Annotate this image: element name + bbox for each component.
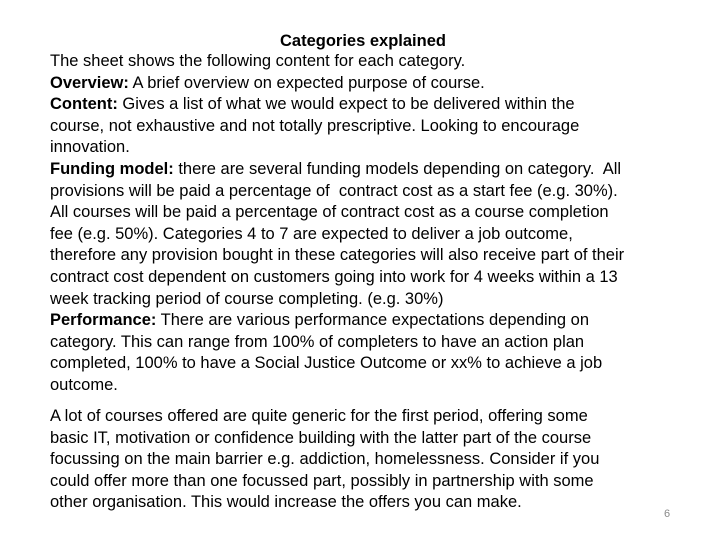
line-text: contract cost dependent on customers going into work for 4 weeks within a 13	[50, 267, 618, 286]
text-line	[50, 332, 624, 354]
line-text: there are several funding models depending on category. All	[173, 159, 622, 178]
section-label: Performance:	[50, 311, 157, 330]
text-line	[50, 267, 624, 289]
line-text: week tracking period of course completing. (e.g. 30%)	[50, 289, 444, 308]
text-line: other organisation. This would increase the offers you can make.	[50, 493, 522, 512]
line-text: innovation.	[50, 138, 130, 157]
text-line: A lot of courses offered are quite generic for the first period, offering some	[50, 407, 588, 425]
text-line: focussing on the main barrier e.g. addiction, homelessness. Consider if you	[50, 450, 600, 469]
text-line	[50, 353, 624, 375]
text-line	[50, 245, 624, 267]
line-text: A brief overview on expected purpose of course.	[128, 73, 485, 92]
text-line	[50, 181, 624, 203]
line-text: outcome.	[50, 375, 118, 394]
line-text: All courses will be paid a percentage of contract cost as a course completion	[50, 203, 609, 222]
line-text: course, not exhaustive and not totally prescriptive. Looking to encourage	[50, 116, 580, 135]
courses-advice-paragraph	[50, 406, 599, 514]
text-line	[50, 137, 624, 159]
line-text: fee (e.g. 50%). Categories 4 to 7 are expected to deliver a job outcome,	[50, 224, 573, 243]
categories-description	[50, 51, 624, 397]
text-line	[50, 202, 624, 224]
section-label: Overview:	[50, 73, 129, 92]
line-text: There are various performance expectations depending on	[156, 311, 590, 330]
text-line	[50, 51, 624, 73]
page-number: 6	[664, 508, 671, 520]
line-text: category. This can range from 100% of completers to have an action plan	[50, 332, 585, 351]
text-line: basic IT, motivation or confidence building with the latter part of the course	[50, 428, 592, 447]
text-line: could offer more than one focussed part, possibly in partnership with some	[50, 471, 594, 490]
section-label: Content:	[50, 95, 118, 114]
line-text: Gives a list of what we would expect to be delivered within the	[117, 95, 575, 114]
text-line	[50, 289, 624, 311]
line-text: therefore any provision bought in these categories will also receive part of their	[50, 246, 625, 265]
line-text: The sheet shows the following content for each category.	[50, 52, 466, 70]
text-line	[50, 159, 624, 181]
page-title: Categories explained	[280, 32, 446, 50]
section-label: Funding model:	[50, 159, 174, 178]
text-line	[50, 116, 624, 138]
line-text: completed, 100% to have a Social Justice Outcome or xx% to achieve a job	[50, 354, 603, 373]
text-line	[50, 224, 624, 246]
text-line	[50, 310, 624, 332]
text-line	[50, 375, 624, 397]
text-line	[50, 94, 624, 116]
line-text: provisions will be paid a percentage of contract cost as a start fee (e.g. 30%).	[50, 181, 618, 200]
text-line	[50, 73, 624, 95]
